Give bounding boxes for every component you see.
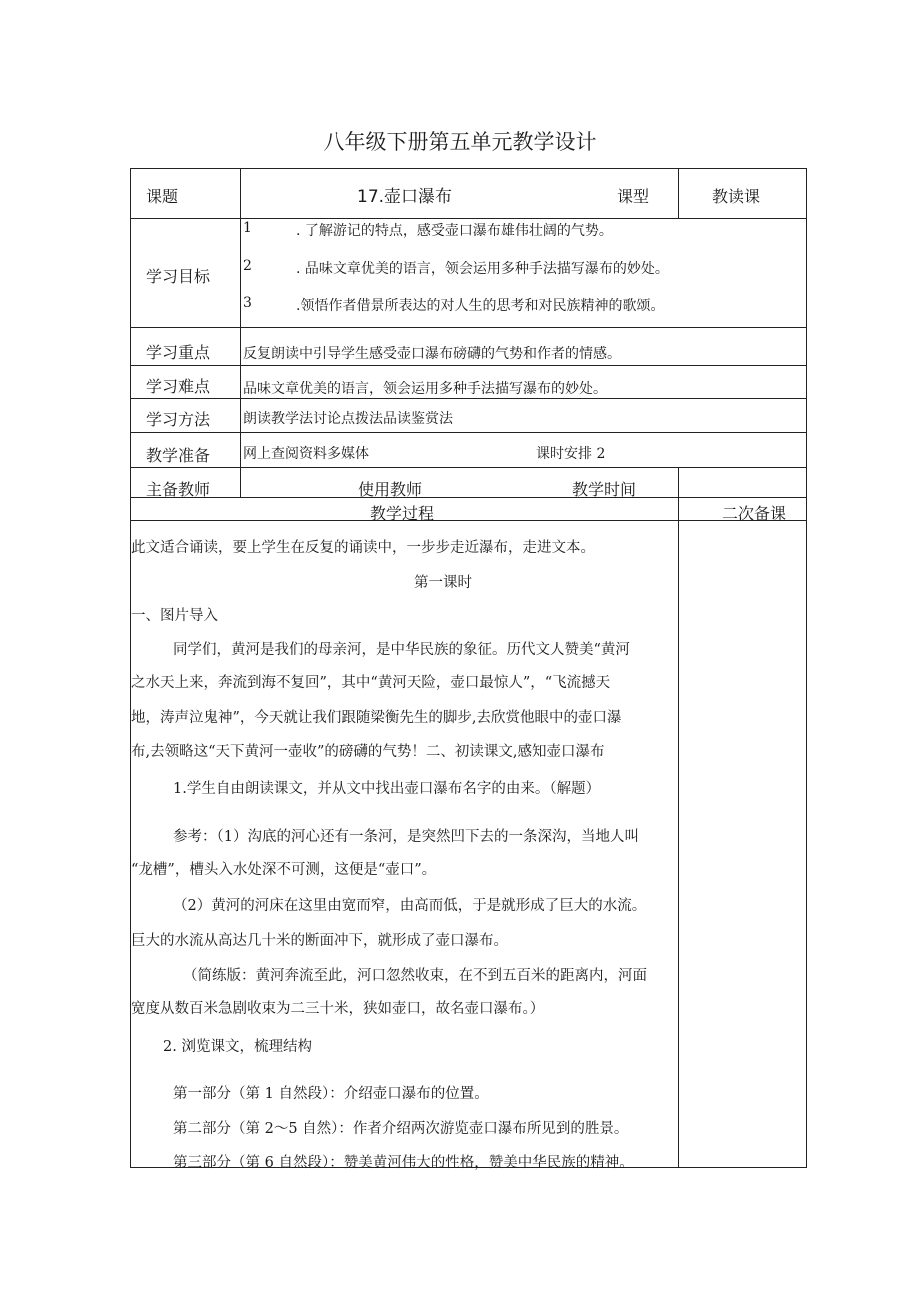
col-divider-second — [678, 467, 679, 1167]
row-divider — [130, 327, 807, 328]
objective-text: . 品味文章优美的语言，领会运用多种手法描写瀑布的妙处。 — [296, 261, 669, 277]
type-value: 教读课 — [712, 187, 761, 206]
process-intro: 此文适合诵读，要上学生在反复的诵读中，一步步走近瀑布，走进文本。 — [131, 540, 595, 556]
row-divider — [130, 497, 807, 498]
reference-line: “龙槽”，槽头入水处深不可测，这便是“壶口”。 — [131, 862, 437, 878]
col-divider-type — [678, 168, 679, 218]
objectives-label: 学习目标 — [146, 267, 211, 286]
document-title: 八年级下册第五单元教学设计 — [323, 130, 597, 154]
objective-text: . 了解游记的特点，感受壶口瀑布雄伟壮阔的气势。 — [296, 223, 613, 239]
objective-num: 2 — [243, 258, 252, 274]
table-border-top — [130, 168, 807, 169]
process-label: 教学过程 — [370, 504, 435, 523]
key-point-label: 学习重点 — [146, 343, 211, 362]
col-divider-label — [240, 168, 241, 498]
paragraph-line: 之水天上来，奔流到海不复回”，其中“黄河天险，壶口最惊人”，“飞流撼天 — [131, 675, 611, 691]
structure-part: 第二部分（第 2～5 自然）：作者介绍两次游览壶口瀑布所见到的胜景。 — [173, 1121, 629, 1137]
topic-value: 17.壶口瀑布 — [357, 187, 453, 207]
type-label: 课型 — [617, 187, 650, 206]
use-teacher-label: 使用教师 — [358, 480, 423, 499]
difficulty-label: 学习难点 — [146, 377, 211, 396]
key-point-value: 反复朗读中引导学生感受壶口瀑布磅礴的气势和作者的情感。 — [243, 346, 621, 362]
row-divider — [130, 467, 807, 468]
row-divider — [130, 398, 807, 399]
table-border-right — [806, 168, 807, 1168]
table-border-left — [130, 168, 131, 1168]
structure-part: 第三部分（第 6 自然段）：赞美黄河伟大的性格，赞美中华民族的精神。 — [173, 1155, 634, 1171]
paragraph-line: 地，涛声泣鬼神”，今天就让我们跟随梁衡先生的脚步,去欣赏他眼中的壶口瀑 — [131, 710, 622, 726]
class-hours: 课时安排 2 — [536, 446, 606, 462]
row-divider — [130, 365, 807, 366]
method-label: 学习方法 — [146, 410, 211, 429]
objective-num: 1 — [243, 220, 252, 236]
lesson-heading: 第一课时 — [414, 575, 472, 591]
concise-version-line: 宽度从数百米急剧收束为二三十米，狭如壶口，故名壶口瀑布。） — [131, 1001, 545, 1017]
task-item: 2. 浏览课文，梳理结构 — [163, 1039, 312, 1055]
paragraph-line: 布,去领略这“天下黄河一壶收”的磅礴的气势！二、初读课文,感知壶口瀑布 — [131, 744, 605, 760]
preparation-value: 网上查阅资料多媒体 — [243, 446, 369, 462]
teaching-time-label: 教学时间 — [572, 480, 637, 499]
objective-num: 3 — [243, 295, 252, 311]
difficulty-value: 品味文章优美的语言，领会运用多种手法描写瀑布的妙处。 — [243, 381, 607, 397]
topic-label: 课题 — [146, 187, 179, 206]
objective-text: .领悟作者借景所表达的对人生的思考和对民族精神的歌颂。 — [296, 298, 665, 314]
row-divider — [130, 218, 807, 219]
row-divider — [130, 520, 807, 521]
concise-version-line: （简练版：黄河奔流至此，河口忽然收束，在不到五百米的距离内，河面 — [183, 968, 647, 984]
method-value: 朗读教学法讨论点拨法品读鉴赏法 — [243, 411, 453, 427]
main-teacher-label: 主备教师 — [146, 480, 211, 499]
reference-line: 巨大的水流从高达几十米的断面冲下，就形成了壶口瀑布。 — [131, 933, 508, 949]
task-item: 1.学生自由朗读课文，并从文中找出壶口瀑布名字的由来。（解题） — [173, 781, 601, 797]
section-heading: 一、图片导入 — [131, 608, 218, 624]
paragraph-line: 同学们，黄河是我们的母亲河，是中华民族的象征。历代文人赞美“黄河 — [173, 642, 630, 658]
structure-part: 第一部分（第 1 自然段）：介绍壶口瀑布的位置。 — [173, 1086, 489, 1102]
second-prep-label: 二次备课 — [722, 504, 787, 523]
preparation-label: 教学准备 — [146, 446, 211, 465]
row-divider — [130, 432, 807, 433]
reference-line: 参考：（1）沟底的河心还有一条河，是突然凹下去的一条深沟，当地人叫 — [173, 829, 639, 845]
reference-line: （2）黄河的河床在这里由宽而窄，由高而低，于是就形成了巨大的水流。 — [173, 898, 647, 914]
